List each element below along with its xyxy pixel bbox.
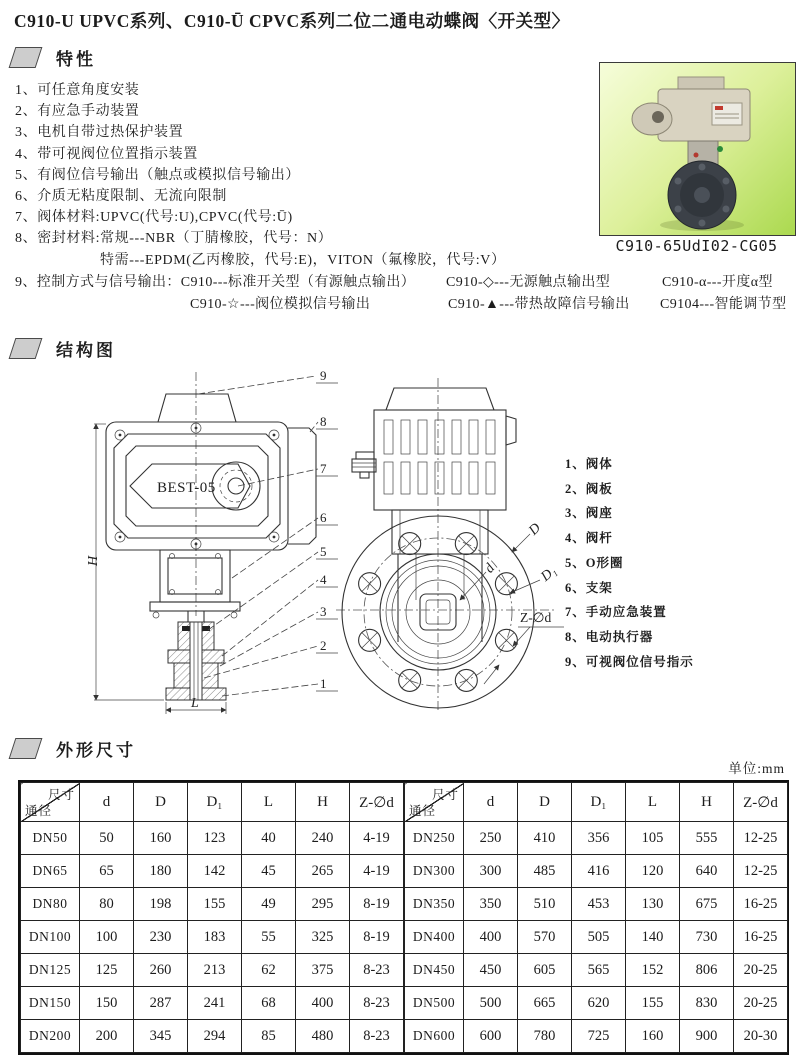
corner-label-dn: 通径: [25, 804, 53, 818]
value-cell: 295: [296, 888, 350, 921]
value-cell: 230: [134, 921, 188, 954]
value-cell: 8-23: [350, 954, 404, 987]
value-cell: 16-25: [734, 921, 788, 954]
column-header: Z-∅d: [350, 783, 404, 822]
structure-heading: 结构图: [56, 341, 116, 360]
column-header: d: [464, 783, 518, 822]
value-cell: 68: [242, 987, 296, 1020]
corner-label-size: 尺寸: [431, 788, 459, 802]
part-item: 7、手动应急装置: [565, 605, 667, 620]
features-heading: 特性: [56, 50, 96, 69]
table-row: [405, 822, 788, 855]
product-photo: [599, 62, 796, 236]
value-cell: 160: [626, 1020, 680, 1053]
front-section-drawing: [86, 366, 344, 718]
dimensions-table: [18, 780, 789, 1055]
corner-label-size: 尺寸: [47, 788, 75, 802]
value-cell: 123: [188, 822, 242, 855]
value-cell: 8-23: [350, 1020, 404, 1053]
value-cell: 213: [188, 954, 242, 987]
features-list: [15, 80, 605, 271]
value-cell: 325: [296, 921, 350, 954]
feature-line: 6、介质无粘度限制、无流向限制: [15, 189, 227, 205]
value-cell: 49: [242, 888, 296, 921]
value-cell: 620: [572, 987, 626, 1020]
dimensions-section-header: [12, 736, 136, 761]
parallelogram-icon: [9, 47, 43, 68]
value-cell: 725: [572, 1020, 626, 1053]
svg-text:L: L: [191, 696, 199, 711]
column-header: D: [518, 783, 572, 822]
control-signal-row-2: [0, 293, 800, 313]
dn-cell: DN125: [21, 954, 80, 987]
value-cell: 80: [80, 888, 134, 921]
svg-text:6: 6: [320, 510, 327, 525]
table-row: [21, 1020, 404, 1053]
value-cell: 400: [296, 987, 350, 1020]
value-cell: 241: [188, 987, 242, 1020]
svg-text:H: H: [86, 555, 101, 566]
svg-text:3: 3: [320, 604, 327, 619]
feature-line: 4、带可视阀位位置指示装置: [15, 146, 198, 162]
features-section-header: [12, 45, 96, 70]
feature-line: 5、有阀位信号输出（触点或模拟信号输出）: [15, 167, 300, 183]
value-cell: 400: [464, 921, 518, 954]
dn-cell: DN200: [21, 1020, 80, 1053]
value-cell: 55: [242, 921, 296, 954]
svg-text:1: 1: [320, 676, 327, 691]
control-signal-segment: C910-▲---带热故障信号输出: [448, 297, 630, 312]
value-cell: 20-25: [734, 954, 788, 987]
value-cell: 120: [626, 855, 680, 888]
value-cell: 40: [242, 822, 296, 855]
feature-line: 特需---EPDM(乙丙橡胶，代号:E)，VITON（氟橡胶，代号:V）: [100, 252, 506, 268]
dn-cell: DN500: [405, 987, 464, 1020]
value-cell: 4-19: [350, 855, 404, 888]
column-header: D₁: [572, 783, 626, 822]
dn-cell: DN600: [405, 1020, 464, 1053]
svg-text:9: 9: [320, 368, 327, 383]
value-cell: 16-25: [734, 888, 788, 921]
value-cell: 555: [680, 822, 734, 855]
value-cell: 142: [188, 855, 242, 888]
column-header: D₁: [188, 783, 242, 822]
value-cell: 730: [680, 921, 734, 954]
part-item: 1、阀体: [565, 457, 613, 471]
dimension-H: [86, 424, 164, 700]
dn-cell: DN250: [405, 822, 464, 855]
corner-header-cell: [21, 783, 80, 822]
dn-cell: DN100: [21, 921, 80, 954]
dn-cell: DN450: [405, 954, 464, 987]
column-header: H: [680, 783, 734, 822]
dn-cell: DN300: [405, 855, 464, 888]
dimensions-table-right: [404, 782, 788, 1053]
callout-balloons: [198, 368, 338, 696]
dn-cell: DN350: [405, 888, 464, 921]
table-row: [21, 987, 404, 1020]
value-cell: 152: [626, 954, 680, 987]
table-row: [21, 855, 404, 888]
value-cell: 416: [572, 855, 626, 888]
value-cell: 806: [680, 954, 734, 987]
feature-line: 7、阀体材料:UPVC(代号:U),CPVC(代号:Ū): [15, 210, 293, 226]
value-cell: 356: [572, 822, 626, 855]
value-cell: 65: [80, 855, 134, 888]
unit-label: 单位:mm: [728, 761, 785, 776]
value-cell: 287: [134, 987, 188, 1020]
feature-line: 8、密封材料:常规---NBR（丁腈橡胶，代号：N）: [15, 231, 333, 247]
value-cell: 780: [518, 1020, 572, 1053]
parallelogram-icon: [9, 738, 43, 759]
value-cell: 450: [464, 954, 518, 987]
value-cell: 140: [626, 921, 680, 954]
value-cell: 105: [626, 822, 680, 855]
feature-line: 1、可任意角度安装: [15, 83, 140, 98]
value-cell: 500: [464, 987, 518, 1020]
column-header: Z-∅d: [734, 783, 788, 822]
flange-dimension-labels: [460, 521, 564, 684]
value-cell: 665: [518, 987, 572, 1020]
value-cell: 900: [680, 1020, 734, 1053]
value-cell: 12-25: [734, 822, 788, 855]
value-cell: 345: [134, 1020, 188, 1053]
parts-list: [565, 452, 694, 674]
value-cell: 100: [80, 921, 134, 954]
value-cell: 198: [134, 888, 188, 921]
part-item: 3、阀座: [565, 506, 613, 521]
dn-cell: DN65: [21, 855, 80, 888]
column-header: L: [242, 783, 296, 822]
value-cell: 265: [296, 855, 350, 888]
svg-text:Z-∅d: Z-∅d: [520, 610, 552, 625]
value-cell: 4-19: [350, 822, 404, 855]
svg-text:8: 8: [320, 414, 327, 429]
table-row: [405, 855, 788, 888]
part-item: 5、O形圈: [565, 555, 624, 570]
actuator-brand-label: BEST-05: [157, 480, 216, 496]
value-cell: 453: [572, 888, 626, 921]
value-cell: 8-19: [350, 921, 404, 954]
value-cell: 300: [464, 855, 518, 888]
dn-cell: DN80: [21, 888, 80, 921]
actuator-vent-slots: [384, 420, 495, 494]
value-cell: 50: [80, 822, 134, 855]
value-cell: 294: [188, 1020, 242, 1053]
value-cell: 250: [464, 822, 518, 855]
value-cell: 8-19: [350, 888, 404, 921]
value-cell: 130: [626, 888, 680, 921]
value-cell: 155: [626, 987, 680, 1020]
corner-header-cell: [405, 783, 464, 822]
value-cell: 260: [134, 954, 188, 987]
page-title: C910-U UPVC系列、C910-Ū CPVC系列二位二通电动蝶阀〈开关型〉: [14, 11, 570, 31]
value-cell: 150: [80, 987, 134, 1020]
control-signal-row-1: [0, 271, 800, 291]
value-cell: 155: [188, 888, 242, 921]
value-cell: 485: [518, 855, 572, 888]
table-row: [21, 954, 404, 987]
svg-text:D₁: D₁: [538, 563, 560, 585]
table-row: [21, 921, 404, 954]
part-item: 4、阀杆: [565, 531, 613, 546]
svg-text:D: D: [526, 520, 544, 539]
control-signal-segment: C910-◇---无源触点输出型: [446, 275, 611, 290]
table-row: [21, 888, 404, 921]
dn-cell: DN150: [21, 987, 80, 1020]
svg-text:5: 5: [320, 544, 327, 559]
value-cell: 200: [80, 1020, 134, 1053]
value-cell: 20-30: [734, 1020, 788, 1053]
value-cell: 480: [296, 1020, 350, 1053]
value-cell: 830: [680, 987, 734, 1020]
value-cell: 125: [80, 954, 134, 987]
control-signal-segment: 9、控制方式与信号输出：C910---标准开关型（有源触点输出）: [15, 275, 416, 290]
value-cell: 240: [296, 822, 350, 855]
side-flange-drawing: [328, 372, 566, 716]
table-row: [405, 954, 788, 987]
svg-text:2: 2: [320, 638, 327, 653]
part-item: 9、可视阀位信号指示: [565, 654, 694, 669]
part-item: 8、电动执行器: [565, 629, 654, 644]
table-row: [21, 822, 404, 855]
dn-cell: DN400: [405, 921, 464, 954]
cable-gland: [352, 452, 376, 478]
dimensions-table-left: [20, 782, 404, 1053]
column-header: D: [134, 783, 188, 822]
value-cell: 570: [518, 921, 572, 954]
control-signal-segment: C9104---智能调节型: [660, 297, 787, 312]
value-cell: 12-25: [734, 855, 788, 888]
product-photo-illustration: [600, 63, 795, 235]
value-cell: 605: [518, 954, 572, 987]
value-cell: 600: [464, 1020, 518, 1053]
dn-cell: DN50: [21, 822, 80, 855]
dimensions-heading: 外形尺寸: [56, 741, 136, 760]
valve-body-section: [166, 622, 226, 700]
table-header-row: [405, 783, 788, 822]
part-item: 2、阀板: [565, 481, 613, 496]
column-header: d: [80, 783, 134, 822]
value-cell: 20-25: [734, 987, 788, 1020]
value-cell: 505: [572, 921, 626, 954]
column-header: L: [626, 783, 680, 822]
table-row: [405, 987, 788, 1020]
control-signal-segment: C910-α---开度α型: [662, 275, 773, 290]
table-row: [405, 888, 788, 921]
value-cell: 510: [518, 888, 572, 921]
value-cell: 183: [188, 921, 242, 954]
value-cell: 160: [134, 822, 188, 855]
table-row: [405, 1020, 788, 1053]
value-cell: 640: [680, 855, 734, 888]
value-cell: 45: [242, 855, 296, 888]
value-cell: 8-23: [350, 987, 404, 1020]
table-header-row: [21, 783, 404, 822]
part-item: 6、支架: [565, 580, 613, 595]
feature-line: 2、有应急手动装置: [15, 104, 140, 120]
parallelogram-icon: [9, 338, 43, 359]
control-signal-segment: C910-☆---阀位模拟信号输出: [190, 297, 371, 312]
svg-text:d: d: [482, 561, 499, 577]
corner-label-dn: 通径: [409, 804, 437, 818]
value-cell: 62: [242, 954, 296, 987]
value-cell: 675: [680, 888, 734, 921]
value-cell: 85: [242, 1020, 296, 1053]
value-cell: 565: [572, 954, 626, 987]
feature-line: 3、电机自带过热保护装置: [15, 125, 184, 141]
column-header: H: [296, 783, 350, 822]
value-cell: 375: [296, 954, 350, 987]
svg-text:7: 7: [320, 461, 327, 476]
value-cell: 410: [518, 822, 572, 855]
value-cell: 180: [134, 855, 188, 888]
table-row: [405, 921, 788, 954]
structure-section-header: [12, 336, 116, 361]
value-cell: 350: [464, 888, 518, 921]
svg-text:4: 4: [320, 572, 327, 587]
product-model-caption: C910-65UdI02-CG05: [615, 237, 778, 255]
